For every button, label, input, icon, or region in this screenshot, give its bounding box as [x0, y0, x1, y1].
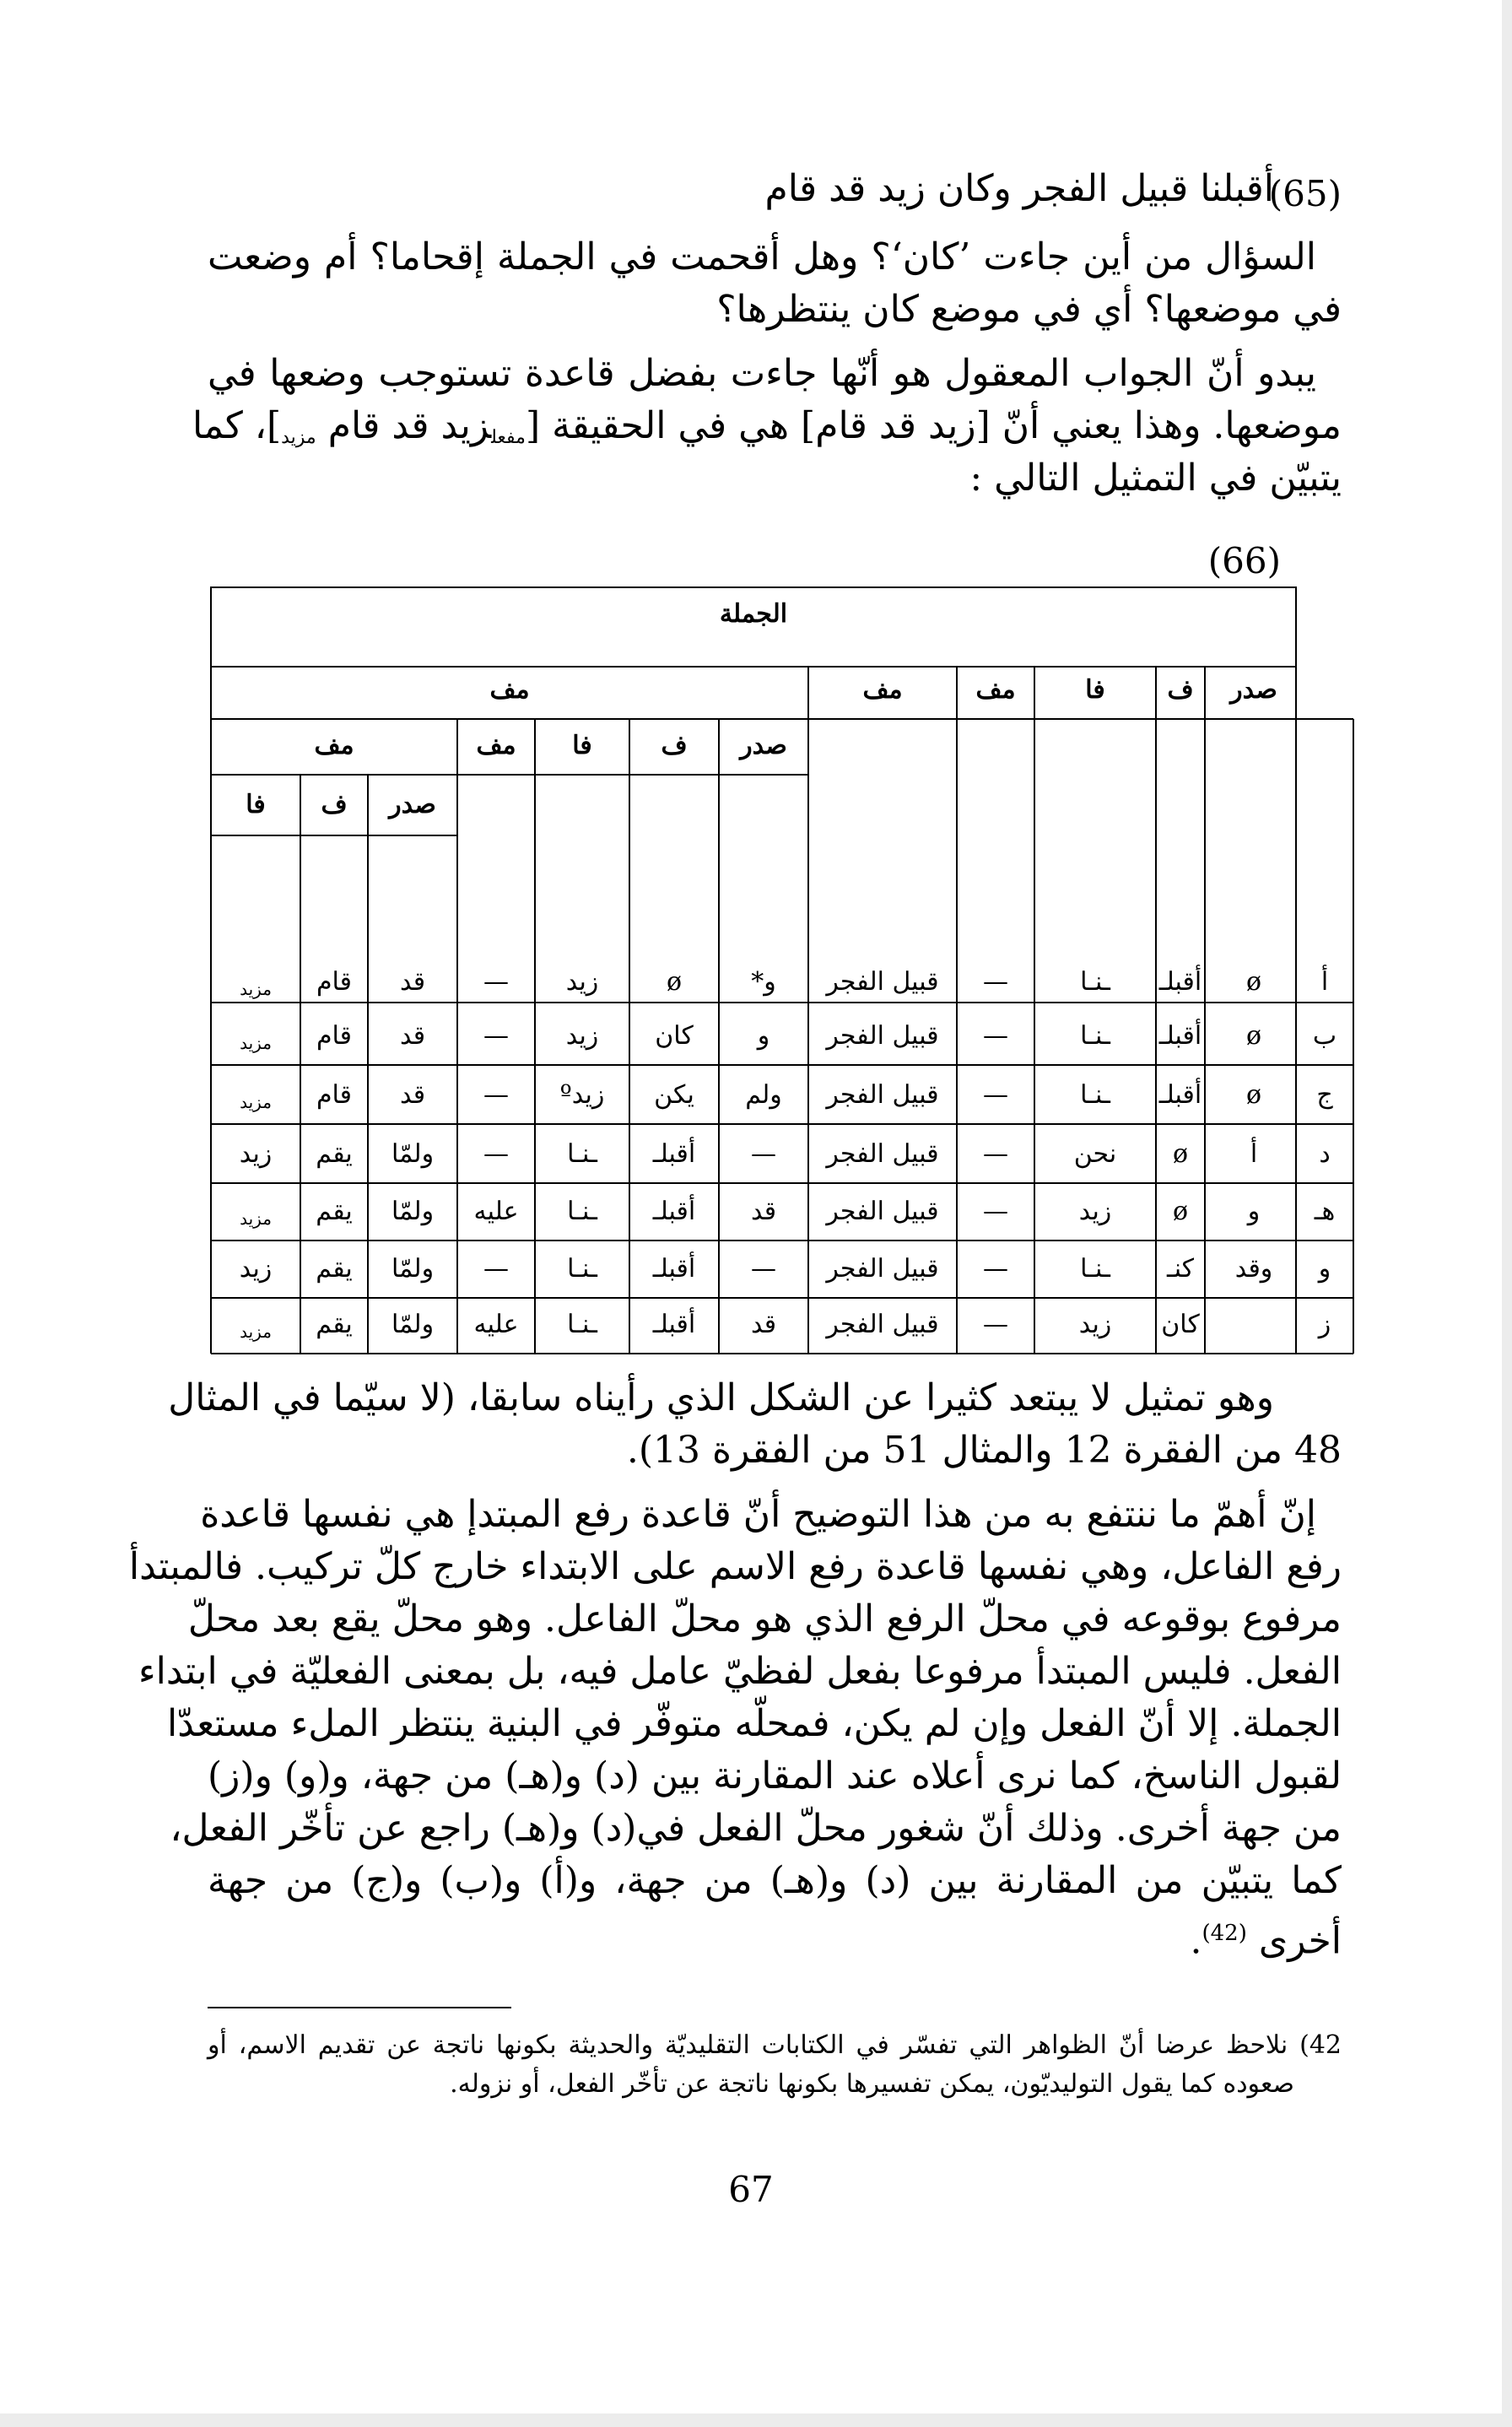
- table-cell: نحن: [1073, 1139, 1117, 1169]
- table-cell: أ: [1250, 1139, 1258, 1169]
- table-cell: زيد: [1078, 1310, 1112, 1339]
- table-cell: مزيد: [240, 1322, 272, 1342]
- table-cell: قام: [316, 967, 353, 997]
- paragraph-4-line-1: إنّ أهمّ ما ننتفع به من هذا التوضيح أنّ قاعدة رفع المبتدإ هي نفسها قاعدة: [200, 1493, 1316, 1536]
- table-cell: ـنـا: [1080, 1254, 1110, 1284]
- table-cell: زيد: [565, 967, 599, 997]
- table-cell: ولم: [745, 1080, 782, 1110]
- table-cell: ولمّا: [391, 1139, 435, 1169]
- table-cell: قد: [399, 1080, 426, 1110]
- paragraph-4-line-2: رفع الفاعل، وهي نفسها قاعدة رفع الاسم على الابتداء خارج كلّ تركيب. فالمبتدأ: [128, 1545, 1342, 1588]
- header-mf-1: مف: [975, 675, 1016, 705]
- table-cell: —: [483, 1139, 509, 1169]
- example-65-text: أقبلنا قبيل الفجر وكان زيد قد قام: [764, 167, 1274, 210]
- table-cell: قام: [316, 1021, 353, 1051]
- table-title: الجملة: [719, 599, 788, 629]
- row-label: د: [1319, 1139, 1331, 1169]
- table-cell: —: [483, 1254, 509, 1284]
- paragraph-3-line-1: وهو تمثيل لا يبتعد كثيرا عن الشكل الذي رأيناه سابقا، (لا سيّما في المثال: [168, 1376, 1274, 1419]
- table-cell: قد: [750, 1197, 777, 1226]
- table-cell: يقم: [316, 1197, 353, 1226]
- table-cell: ـنـا: [567, 1197, 597, 1226]
- sub-header-mf-2: مف: [314, 731, 354, 760]
- table-cell: أقبلـ: [652, 1139, 696, 1169]
- table-cell: ø: [1172, 1197, 1189, 1226]
- table-cell: كنـ: [1166, 1254, 1195, 1284]
- paragraph-2-line-3: يتبيّن في التمثيل التالي :: [969, 457, 1342, 500]
- table-cell: ـنـا: [1080, 1021, 1110, 1051]
- table-cell: زيد: [239, 1139, 273, 1169]
- footnote-rule: [208, 2007, 511, 2008]
- table-cell: كان: [655, 1021, 694, 1051]
- table-cell: مزيد: [240, 1033, 272, 1053]
- table-cell: ـنـا: [567, 1139, 597, 1169]
- header-sadr: صدر: [1230, 675, 1277, 705]
- header-fa: فا: [1085, 675, 1105, 705]
- table-cell: أقبلـ: [652, 1310, 696, 1339]
- table-cell: قبيل الفجر: [826, 1197, 939, 1226]
- table-cell: وقد: [1234, 1254, 1273, 1284]
- table-cell: قبيل الفجر: [826, 1254, 939, 1284]
- paragraph-4-line-3: مرفوع بوقوعه في محلّ الرفع الذي هو محلّ الفاعل. وهو محلّ يقع بعد محلّ: [187, 1597, 1342, 1641]
- table-cell: قام: [316, 1080, 353, 1110]
- table-cell: قبيل الفجر: [826, 1080, 939, 1110]
- table-cell: ولمّا: [391, 1310, 435, 1339]
- sub-header-fa: فا: [572, 731, 592, 760]
- table-cell: زيد: [239, 1254, 273, 1284]
- sub-sub-header-sadr: صدر: [389, 790, 436, 819]
- row-label: و: [1318, 1254, 1331, 1284]
- table-cell: —: [983, 1080, 1008, 1110]
- table-cell: —: [983, 1139, 1008, 1169]
- table-cell: —: [483, 967, 509, 997]
- table-cell: يقم: [316, 1254, 353, 1284]
- paragraph-4-line-5: الجملة. إلا أنّ الفعل وإن لم يكن، فمحلّه متوفّر في البنية ينتظر الملء مستعدّا: [166, 1702, 1342, 1745]
- row-label: أ: [1320, 967, 1329, 997]
- paragraph-4-line-4: الفعل. فليس المبتدأ مرفوعا بفعل لفظيّ عامل فيه، بل بمعنى الفعليّة في ابتداء: [138, 1650, 1342, 1693]
- example-65-number: (65): [1268, 173, 1342, 214]
- table-cell: أقبلـ: [1158, 1080, 1202, 1110]
- paragraph-2-line-1: يبدو أنّ الجواب المعقول هو أنّها جاءت بفضل قاعدة تستوجب وضعها في: [208, 352, 1316, 395]
- paragraph-1-line-1: السؤال من أين جاءت ’كان‘؟ وهل أقحمت في الجملة إقحاما؟ أم وضعت: [208, 235, 1316, 278]
- example-66-number: (66): [1207, 540, 1281, 581]
- table-cell: ـنـا: [567, 1254, 597, 1284]
- paragraph-3-line-2: 48 من الفقرة 12 والمثال 51 من الفقرة 13).: [626, 1429, 1342, 1472]
- table-cell: و: [1247, 1197, 1261, 1226]
- table-cell: ø: [666, 967, 683, 997]
- paragraph-4-line-9: أخرى $^{(42)}$.: [1190, 1919, 1342, 1963]
- table-cell: —: [751, 1254, 776, 1284]
- row-label: ب: [1312, 1021, 1337, 1051]
- table-cell: أقبلـ: [1158, 967, 1202, 997]
- paragraph-4-line-8: كما يتبيّن من المقارنة بين (د) و(هـ) من جهة، و(أ) و(ب) و(ج) من جهة: [208, 1859, 1342, 1902]
- table-cell: أقبلـ: [1158, 1021, 1202, 1051]
- table-cell: —: [751, 1139, 776, 1169]
- footnote-line-1: 42) نلاحظ عرضا أنّ الظواهر التي تفسّر في الكتابات التقليديّة والحديثة بكونها ناتجة عن تقديم الاسم، أو: [208, 2030, 1342, 2060]
- table-cell: —: [983, 1310, 1008, 1339]
- sub-header-sadr: صدر: [740, 731, 787, 760]
- page-number: 67: [728, 2169, 774, 2210]
- sub-sub-header-fa: فا: [246, 790, 266, 819]
- row-label: ز: [1318, 1310, 1331, 1339]
- table-cell: ولمّا: [391, 1197, 435, 1226]
- table-cell: قد: [399, 967, 426, 997]
- paragraph-1-line-2: في موضعها؟ أي في موضع كان ينتظرها؟: [716, 288, 1342, 331]
- sub-header-mf-1: مف: [476, 731, 516, 760]
- paragraph-4-line-6: لقبول الناسخ، كما نرى أعلاه عند المقارنة بين (د) و(هـ) من جهة، و(و) و(ز): [208, 1754, 1342, 1797]
- table-cell: قبيل الفجر: [826, 1021, 939, 1051]
- table-cell: أقبلـ: [652, 1254, 696, 1284]
- table-cell: قبيل الفجر: [826, 967, 939, 997]
- header-mf-big: مف: [489, 675, 530, 705]
- table-cell: —: [983, 1254, 1008, 1284]
- header-mf-2: مف: [862, 675, 903, 705]
- table-cell: ø: [1245, 967, 1262, 997]
- table-cell: —: [483, 1080, 509, 1110]
- table-cell: ø: [1245, 1080, 1262, 1110]
- sub-header-f: ف: [661, 731, 688, 760]
- table-cell: عليه: [473, 1197, 519, 1226]
- table-cell: ـنـا: [1080, 1080, 1110, 1110]
- table-cell: يكن: [654, 1080, 694, 1110]
- table-cell: قبيل الفجر: [826, 1310, 939, 1339]
- paragraph-2-line-2: موضعها. وهذا يعني أنّ [زيد قد قام] هي في الحقيقة [$_{مفعل}زيد$ قد قام $_{مزيد}$]، كما: [192, 404, 1342, 448]
- table-cell: مزيد: [240, 1208, 272, 1229]
- table-cell: يقم: [316, 1310, 353, 1339]
- table-cell: —: [983, 1197, 1008, 1226]
- table-cell: و*: [751, 967, 776, 997]
- footnote-reference[interactable]: (42): [1202, 1921, 1247, 1946]
- table-cell: ولمّا: [391, 1254, 435, 1284]
- row-label: ج: [1316, 1080, 1333, 1110]
- table-cell: قد: [750, 1310, 777, 1339]
- table-cell: —: [983, 967, 1008, 997]
- table-cell: زيد: [1078, 1197, 1112, 1226]
- table-cell: ø: [1245, 1021, 1262, 1051]
- table-cell: كان: [1161, 1310, 1200, 1339]
- table-cell: زيد: [565, 1021, 599, 1051]
- table-cell: أقبلـ: [652, 1197, 696, 1226]
- table-cell: مزيد: [240, 979, 272, 999]
- table-cell: —: [983, 1021, 1008, 1051]
- row-label: هـ: [1314, 1197, 1336, 1226]
- paragraph-4-line-7: من جهة أخرى. وذلك أنّ شغور محلّ الفعل في(د) و(هـ) راجع عن تأخّر الفعل،: [170, 1807, 1342, 1850]
- table-cell: يقم: [316, 1139, 353, 1169]
- table-cell: ـنـا: [1080, 967, 1110, 997]
- sub-sub-header-f: ف: [321, 790, 348, 819]
- table-cell: ø: [1172, 1139, 1189, 1169]
- header-f: ف: [1167, 675, 1194, 705]
- table-cell: قبيل الفجر: [826, 1139, 939, 1169]
- footnote-line-2: صعوده كما يقول التوليديّون، يمكن تفسيرها بكونها ناتجة عن تأخّر الفعل، أو نزوله.: [450, 2069, 1294, 2099]
- table-cell: عليه: [473, 1310, 519, 1339]
- table-cell: مزيد: [240, 1092, 272, 1112]
- table-cell: و: [757, 1021, 770, 1051]
- table-cell: —: [483, 1021, 509, 1051]
- table-cell: قد: [399, 1021, 426, 1051]
- table-cell: زيدº: [559, 1080, 605, 1110]
- table-cell: ـنـا: [567, 1310, 597, 1339]
